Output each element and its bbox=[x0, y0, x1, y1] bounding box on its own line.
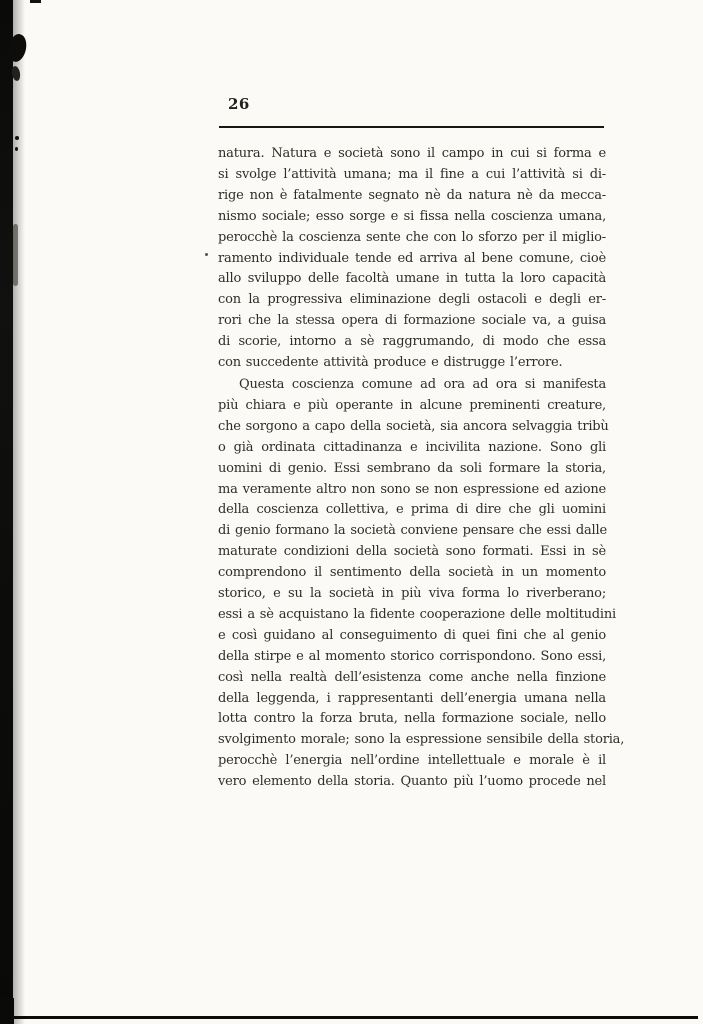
text-line: con succedente attività produce e distrugge l’errore. bbox=[218, 355, 563, 371]
text-line: con la progressiva eliminazione degli ostacoli e degli er- bbox=[218, 292, 606, 308]
text-line: comprendono il sentimento della società in un momento bbox=[218, 565, 606, 581]
scan-artifact bbox=[0, 998, 14, 1024]
binding-shadow bbox=[13, 0, 25, 1024]
text-line: di genio formano la società conviene pensare che essi dalle bbox=[218, 523, 607, 539]
text-line: più chiara e più operante in alcune preminenti creature, bbox=[218, 397, 606, 413]
text-line: di scorie, intorno a sè raggrumando, di modo che essa bbox=[218, 334, 606, 350]
text-line: essi a sè acquistano la fidente cooperazione delle moltitudini bbox=[218, 606, 617, 622]
text-line: e così guidano al conseguimento di quei fini che al genio bbox=[218, 627, 606, 643]
text-line: rige non è fatalmente segnato nè da natura nè da mecca- bbox=[218, 187, 606, 203]
scan-artifact bbox=[15, 147, 18, 151]
text-line: allo sviluppo delle facoltà umane in tutta la loro capacità bbox=[218, 271, 606, 287]
header-rule bbox=[219, 126, 604, 128]
text-line: svolgimento morale; sono la espressione sensibile della storia, bbox=[218, 732, 625, 748]
text-line: Questa coscienza comune ad ora ad ora si manifesta bbox=[239, 376, 606, 392]
scan-artifact bbox=[205, 253, 208, 256]
scan-artifact bbox=[30, 0, 41, 3]
text-line: della leggenda, i rappresentanti dell’energia umana nella bbox=[218, 690, 606, 706]
page-bottom-edge bbox=[6, 1016, 698, 1019]
paragraph bbox=[218, 375, 625, 793]
text-line: vero elemento della storia. Quanto più l’uomo procede nel bbox=[218, 774, 606, 790]
text-line: uomini di genio. Essi sembrano da soli formare la storia, bbox=[218, 460, 606, 476]
text-line: della coscienza collettiva, e prima di dire che gli uomini bbox=[218, 502, 606, 518]
text-line: ramento individuale tende ed arriva al bene comune, cioè bbox=[218, 250, 606, 266]
text-line: della stirpe e al momento storico corrispondono. Sono essi, bbox=[218, 648, 606, 664]
text-line: natura. Natura e società sono il campo in cui si forma e bbox=[218, 146, 606, 161]
text-line: così nella realtà dell’esistenza come anche nella finzione bbox=[218, 669, 606, 685]
text-block bbox=[218, 144, 625, 793]
text-line: rori che la stessa opera di formazione sociale va, a guisa bbox=[218, 313, 606, 329]
text-line: lotta contro la forza bruta, nella formazione sociale, nello bbox=[218, 711, 606, 727]
page-number: 26 bbox=[228, 95, 250, 113]
text-line: nismo sociale; esso sorge e si fissa nella coscienza umana, bbox=[218, 208, 606, 224]
text-line: perocchè la coscienza sente che con lo sforzo per il miglio- bbox=[218, 229, 606, 245]
binding-edge bbox=[0, 0, 13, 1024]
text-line: si svolge l’attività umana; ma il fine a cui l’attività si di- bbox=[218, 166, 606, 182]
text-line: che sorgono a capo della società, sia ancora selvaggia tribù bbox=[218, 418, 609, 434]
paragraph bbox=[218, 144, 606, 374]
text-line: storico, e su la società in più viva forma lo riverberano; bbox=[218, 586, 606, 602]
scan-artifact bbox=[15, 136, 19, 140]
text-line: ma veramente altro non sono se non espressione ed azione bbox=[218, 481, 606, 497]
scan-artifact bbox=[13, 224, 18, 286]
text-line: o già ordinata cittadinanza e incivilita nazione. Sono gli bbox=[218, 439, 606, 455]
text-line: perocchè l’energia nell’ordine intellettuale e morale è il bbox=[218, 753, 606, 769]
text-line: maturate condizioni della società sono formati. Essi in sè bbox=[218, 544, 606, 560]
